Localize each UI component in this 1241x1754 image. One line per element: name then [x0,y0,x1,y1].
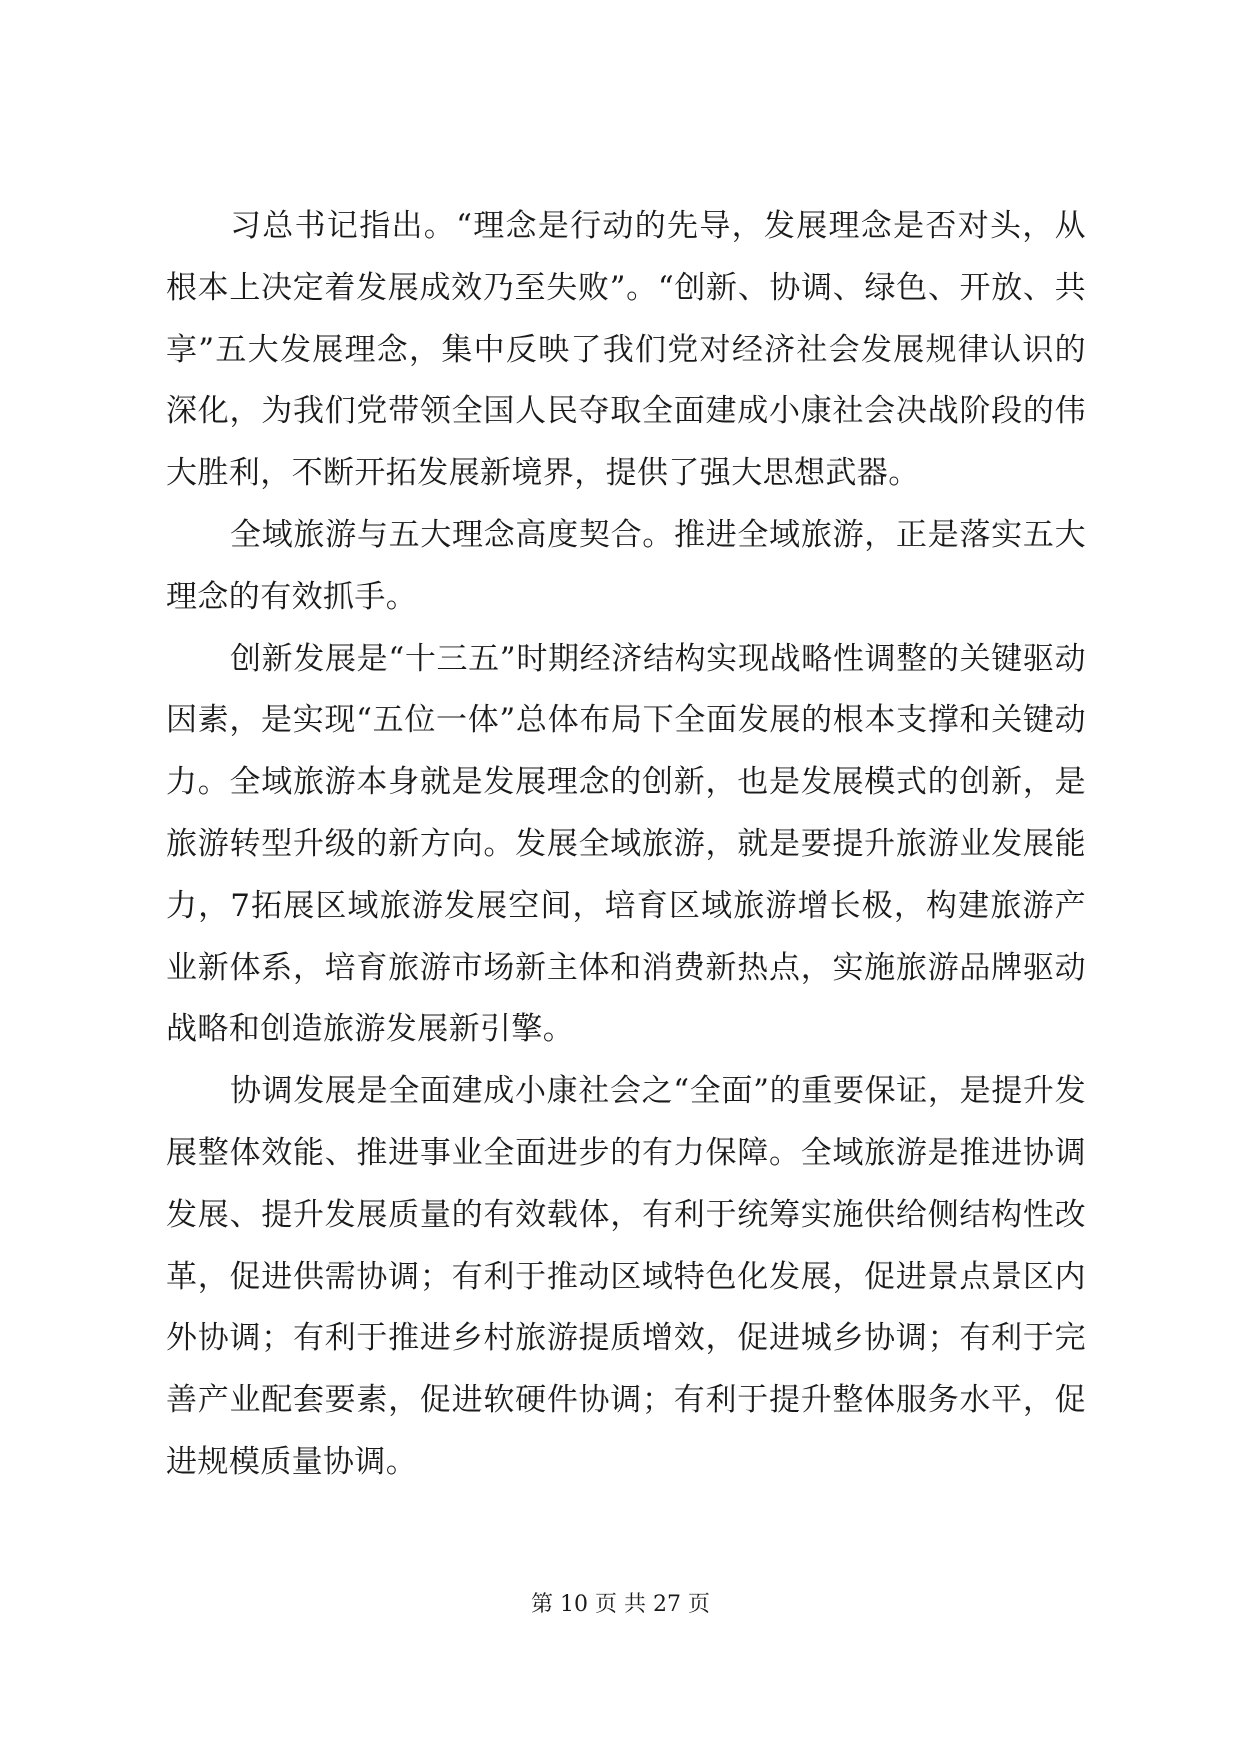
body-text [166,196,1086,1494]
paragraph-1: 习总书记指出。“理念是行动的先导，发展理念是否对头，从根本上决定着发展成效乃至失败”。“创新、协调、绿色、开放、共享”五大发展理念，集中反映了我们党对经济社会发展规律认识的深化，为我们党带领全国人民夺取全面建成小康社会决战阶段的伟大胜利，不断开拓发展新境界，提供了强大思想武器。 [166,208,1086,492]
paragraph-3: 创新发展是“十三五”时期经济结构实现战略性调整的关键驱动因素，是实现“五位一体”总体布局下全面发展的根本支撑和关键动力。全域旅游本身就是发展理念的创新，也是发展模式的创新，是旅游转型升级的新方向。发展全域旅游，就是要提升旅游业发展能力，7拓展区域旅游发展空间，培育区域旅游增长极，构建旅游产业新体系，培育旅游市场新主体和消费新热点，实施旅游品牌驱动战略和创造旅游发展新引擎。 [166,640,1086,1048]
page-number-footer: 第 10 页 共 27 页 [531,1592,710,1617]
paragraph-4: 协调发展是全面建成小康社会之“全面”的重要保证，是提升发展整体效能、推进事业全面进步的有力保障。全域旅游是推进协调发展、提升发展质量的有效载体，有利于统筹实施供给侧结构性改革，促进供需协调；有利于推动区域特色化发展，促进景点景区内外协调；有利于推进乡村旅游提质增效，促进城乡协调；有利于完善产业配套要素，促进软硬件协调；有利于提升整体服务水平，促进规模质量协调。 [166,1073,1086,1480]
paragraph-2: 全域旅游与五大理念高度契合。推进全域旅游，正是落实五大理念的有效抓手。 [166,516,1086,615]
